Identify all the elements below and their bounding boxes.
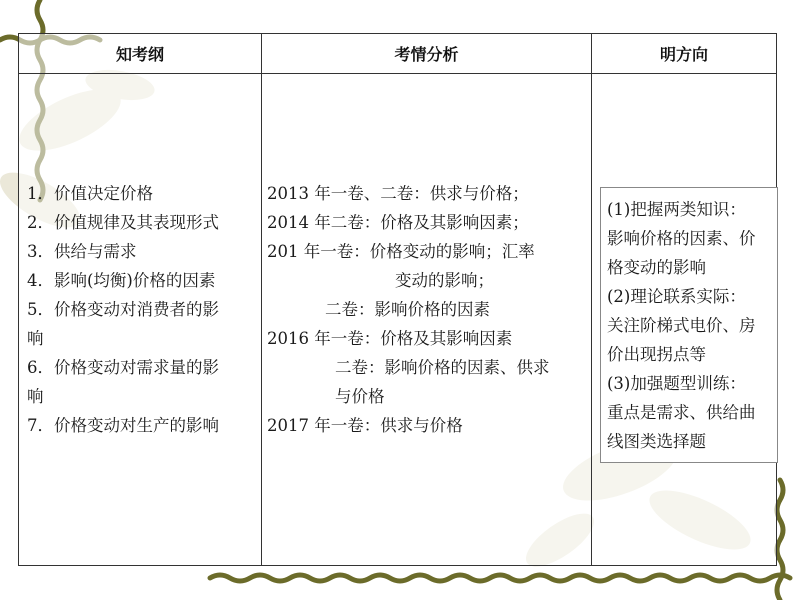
header-exam-analysis: 考情分析 bbox=[262, 34, 592, 74]
exam-analysis-cell bbox=[262, 74, 592, 566]
content-row bbox=[19, 74, 777, 566]
direction-line: 格变动的影响 bbox=[607, 258, 706, 277]
syllabus-line: 4．影响(均衡)价格的因素 bbox=[27, 271, 216, 290]
syllabus-line: 响 bbox=[27, 387, 44, 406]
direction-line: 价出现拐点等 bbox=[607, 345, 706, 364]
analysis-line: 与价格 bbox=[335, 387, 385, 406]
syllabus-line: 3．供给与需求 bbox=[27, 242, 137, 261]
outline-grid bbox=[18, 33, 777, 566]
direction-note-box bbox=[600, 187, 778, 463]
syllabus-line: 7．价格变动对生产的影响 bbox=[27, 416, 219, 435]
header-row bbox=[19, 34, 777, 74]
analysis-line: 2013 年一卷、二卷：供求与价格； bbox=[267, 184, 529, 203]
syllabus-line: 2．价值规律及其表现形式 bbox=[27, 213, 219, 232]
direction-line: 关注阶梯式电价、房 bbox=[607, 316, 756, 335]
exam-outline-table bbox=[18, 33, 776, 566]
syllabus-cell bbox=[19, 74, 262, 566]
direction-line: (3)加强题型训练： bbox=[607, 374, 746, 393]
analysis-line: 2017 年一卷：供求与价格 bbox=[267, 416, 463, 435]
analysis-line: 201 年一卷：价格变动的影响；汇率 bbox=[267, 242, 535, 261]
direction-line: 线图类选择题 bbox=[607, 432, 706, 451]
syllabus-line: 响 bbox=[27, 329, 44, 348]
syllabus-line: 6．价格变动对需求量的影 bbox=[27, 358, 219, 377]
direction-line: 影响价格的因素、价 bbox=[607, 229, 756, 248]
syllabus-line: 5．价格变动对消费者的影 bbox=[27, 300, 219, 319]
analysis-line: 变动的影响； bbox=[395, 271, 494, 290]
direction-line: (2)理论联系实际： bbox=[607, 287, 746, 306]
direction-line: 重点是需求、供给曲 bbox=[607, 403, 756, 422]
analysis-line: 二卷：影响价格的因素、供求 bbox=[335, 358, 550, 377]
header-direction: 明方向 bbox=[592, 34, 777, 74]
syllabus-line: 1．价值决定价格 bbox=[27, 184, 153, 203]
direction-cell bbox=[592, 74, 777, 566]
header-syllabus: 知考纲 bbox=[19, 34, 262, 74]
direction-line: (1)把握两类知识： bbox=[607, 200, 746, 219]
analysis-line: 2016 年一卷：价格及其影响因素 bbox=[267, 329, 513, 348]
analysis-line: 二卷：影响价格的因素 bbox=[325, 300, 490, 319]
analysis-line: 2014 年二卷：价格及其影响因素； bbox=[267, 213, 529, 232]
